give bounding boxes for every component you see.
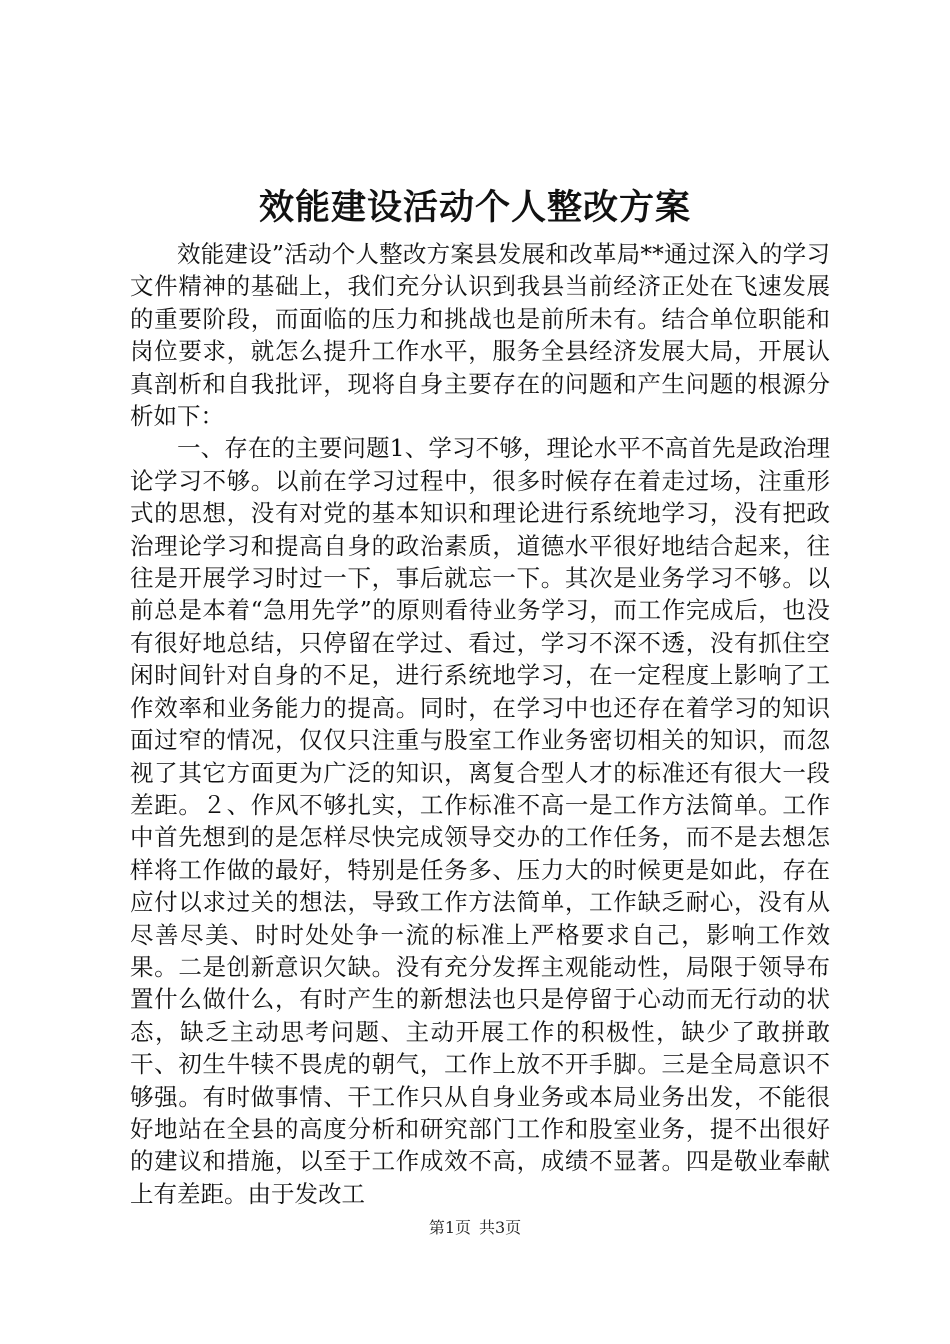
paragraph-main-problems: 一、存在的主要问题1、学习不够，理论水平不高首先是政治理论学习不够。以前在学习过程中，很多时候存在着走过场，注重形式的思想，没有对党的基本知识和理论进行系统地学习，没有把政治理论学习和提高自身的政治素质，道德水平很好地结合起来，往往是开展学习时过一下，事后就忘一下。其次是业务学习不够。以前总是本着“急用先学”的原则看待业务学习，而工作完成后，也没有很好地总结，只停留在学过、看过，学习不深不透，没有抓住空闲时间针对自身的不足，进行系统地学习，在一定程度上影响了工作效率和业务能力的提高。同时，在学习中也还存在着学习的知识面过窄的情况，仅仅只注重与股室工作业务密切相关的知识，而忽视了其它方面更为广泛的知识，离复合型人才的标准还有很大一段差距。２、作风不够扎实，工作标准不高一是工作方法简单。工作中首先想到的是怎样尽快完成领导交办的工作任务，而不是去想怎样将工作做的最好，特别是任务多、压力大的时候更是如此，存在应付以求过关的想法，导致工作方法简单，工作缺乏耐心，没有从尽善尽美、时时处处争一流的标准上严格要求自己，影响工作效果。二是创新意识欠缺。没有充分发挥主观能动性，局限于领导布置什么做什么，有时产生的新想法也只是停留于心动而无行动的状态，缺乏主动思考问题、主动开展工作的积极性，缺少了敢拼敢干、初生牛犊不畏虎的朝气，工作上放不开手脚。三是全局意识不够强。有时做事情、干工作只从自身业务或本局业务出发，不能很好地站在全县的高度分析和研究部门工作和股室业务，提不出很好的建议和措施，以至于工作成效不高，成绩不显著。四是敬业奉献上有差距。由于发改工 [130, 434, 830, 1208]
page-footer [0, 1217, 950, 1239]
document-title: 效能建设活动个人整改方案 [258, 187, 691, 228]
document-body [130, 238, 830, 1210]
page-total: 共3页 [479, 1218, 522, 1237]
paragraph-intro: 效能建设”活动个人整改方案县发展和改革局**通过深入的学习文件精神的基础上，我们充分认识到我县当前经济正处在飞速发展的重要阶段，而面临的压力和挑战也是前所未有。结合单位职能和岗位要求，就怎么提升工作水平，服务全县经济发展大局，开展认真剖析和自我批评，现将自身主要存在的问题和产生问题的根源分析如下： [130, 240, 830, 431]
page-number: 第1页 [428, 1218, 471, 1237]
